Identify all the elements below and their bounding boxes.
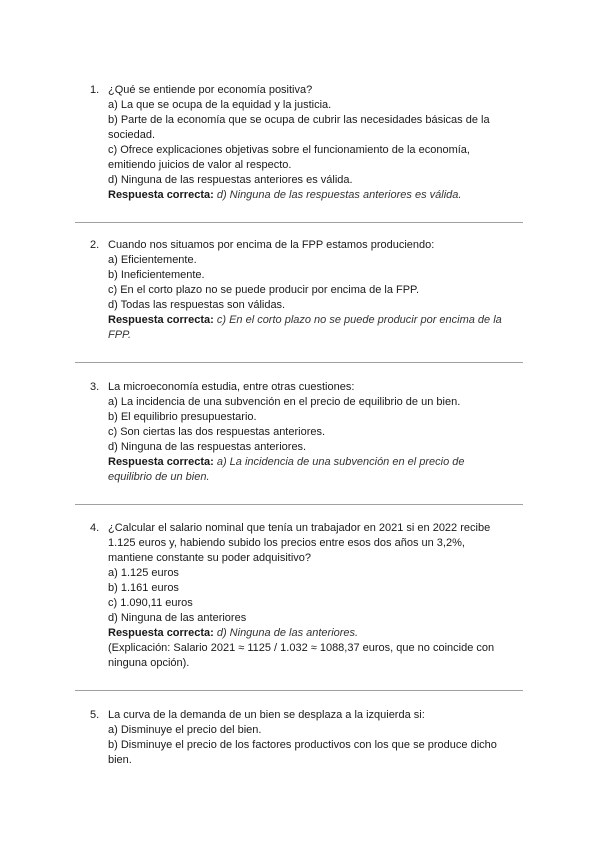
question-3 xyxy=(90,380,510,485)
question-number: 4. xyxy=(90,522,100,534)
option-b: b) Parte de la economía que se ocupa de cubrir las necesidades básicas de la sociedad. xyxy=(108,114,490,141)
option-b: b) Disminuye el precio de los factores productivos con los que se produce dicho bien. xyxy=(108,739,497,766)
option-c: c) En el corto plazo no se puede producir por encima de la FPP. xyxy=(108,284,420,296)
answer-label: Respuesta correcta: xyxy=(108,189,214,201)
question-4 xyxy=(90,521,510,671)
question-number: 2. xyxy=(90,239,100,251)
question-2 xyxy=(90,238,510,343)
question-number: 5. xyxy=(90,709,100,721)
answer-text: d) Ninguna de las respuestas anteriores es válida. xyxy=(216,189,462,201)
option-a: a) Disminuye el precio del bien. xyxy=(108,724,262,736)
separator xyxy=(75,690,523,691)
answer-label: Respuesta correcta: xyxy=(108,314,214,326)
question-5 xyxy=(90,708,510,768)
answer-text: a) La incidencia de una subvención en el precio de equilibrio de un bien. xyxy=(108,456,465,483)
option-d: d) Ninguna de las anteriores xyxy=(108,612,247,624)
answer-text: c) En el corto plazo no se puede producir por encima de la FPP. xyxy=(108,314,502,341)
correct-answer xyxy=(108,313,510,343)
option-c: c) Son ciertas las dos respuestas anteriores. xyxy=(108,426,326,438)
question-number: 1. xyxy=(90,84,100,96)
answer-label: Respuesta correcta: xyxy=(108,627,214,639)
correct-answer xyxy=(108,626,510,641)
option-d: d) Ninguna de las respuestas anteriores. xyxy=(108,441,307,453)
option-b: b) El equilibrio presupuestario. xyxy=(108,411,257,423)
question-number: 3. xyxy=(90,381,100,393)
option-c: c) Ofrece explicaciones objetivas sobre el funcionamiento de la economía, emitiendo juicios de valor al respecto. xyxy=(108,144,470,171)
option-c: c) 1.090,11 euros xyxy=(108,597,193,609)
option-a: a) 1.125 euros xyxy=(108,567,179,579)
question-1 xyxy=(90,83,510,203)
separator xyxy=(75,362,523,363)
question-text: Cuando nos situamos por encima de la FPP estamos produciendo: xyxy=(108,239,435,251)
separator xyxy=(75,222,523,223)
answer-label: Respuesta correcta: xyxy=(108,456,214,468)
question-text: La curva de la demanda de un bien se desplaza a la izquierda si: xyxy=(108,709,425,721)
option-a: a) La incidencia de una subvención en el precio de equilibrio de un bien. xyxy=(108,396,461,408)
question-text: ¿Qué se entiende por economía positiva? xyxy=(108,84,313,96)
option-b: b) Ineficientemente. xyxy=(108,269,205,281)
option-d: d) Ninguna de las respuestas anteriores es válida. xyxy=(108,174,353,186)
separator xyxy=(75,504,523,505)
option-b: b) 1.161 euros xyxy=(108,582,179,594)
question-text: La microeconomía estudia, entre otras cuestiones: xyxy=(108,381,355,393)
option-a: a) Eficientemente. xyxy=(108,254,197,266)
option-d: d) Todas las respuestas son válidas. xyxy=(108,299,286,311)
correct-answer xyxy=(108,188,510,203)
question-text: ¿Calcular el salario nominal que tenía un trabajador en 2021 si en 2022 recibe 1.125 euros y, habiendo subido los precios entre esos dos años un 3,2%, mantiene constante su poder adquisitivo? xyxy=(108,522,491,564)
option-a: a) La que se ocupa de la equidad y la justicia. xyxy=(108,99,332,111)
correct-answer xyxy=(108,455,510,485)
explanation: (Explicación: Salario 2021 ≈ 1125 / 1.032 ≈ 1088,37 euros, que no coincide con ninguna opción). xyxy=(108,642,495,669)
answer-text: d) Ninguna de las anteriores. xyxy=(216,627,359,639)
